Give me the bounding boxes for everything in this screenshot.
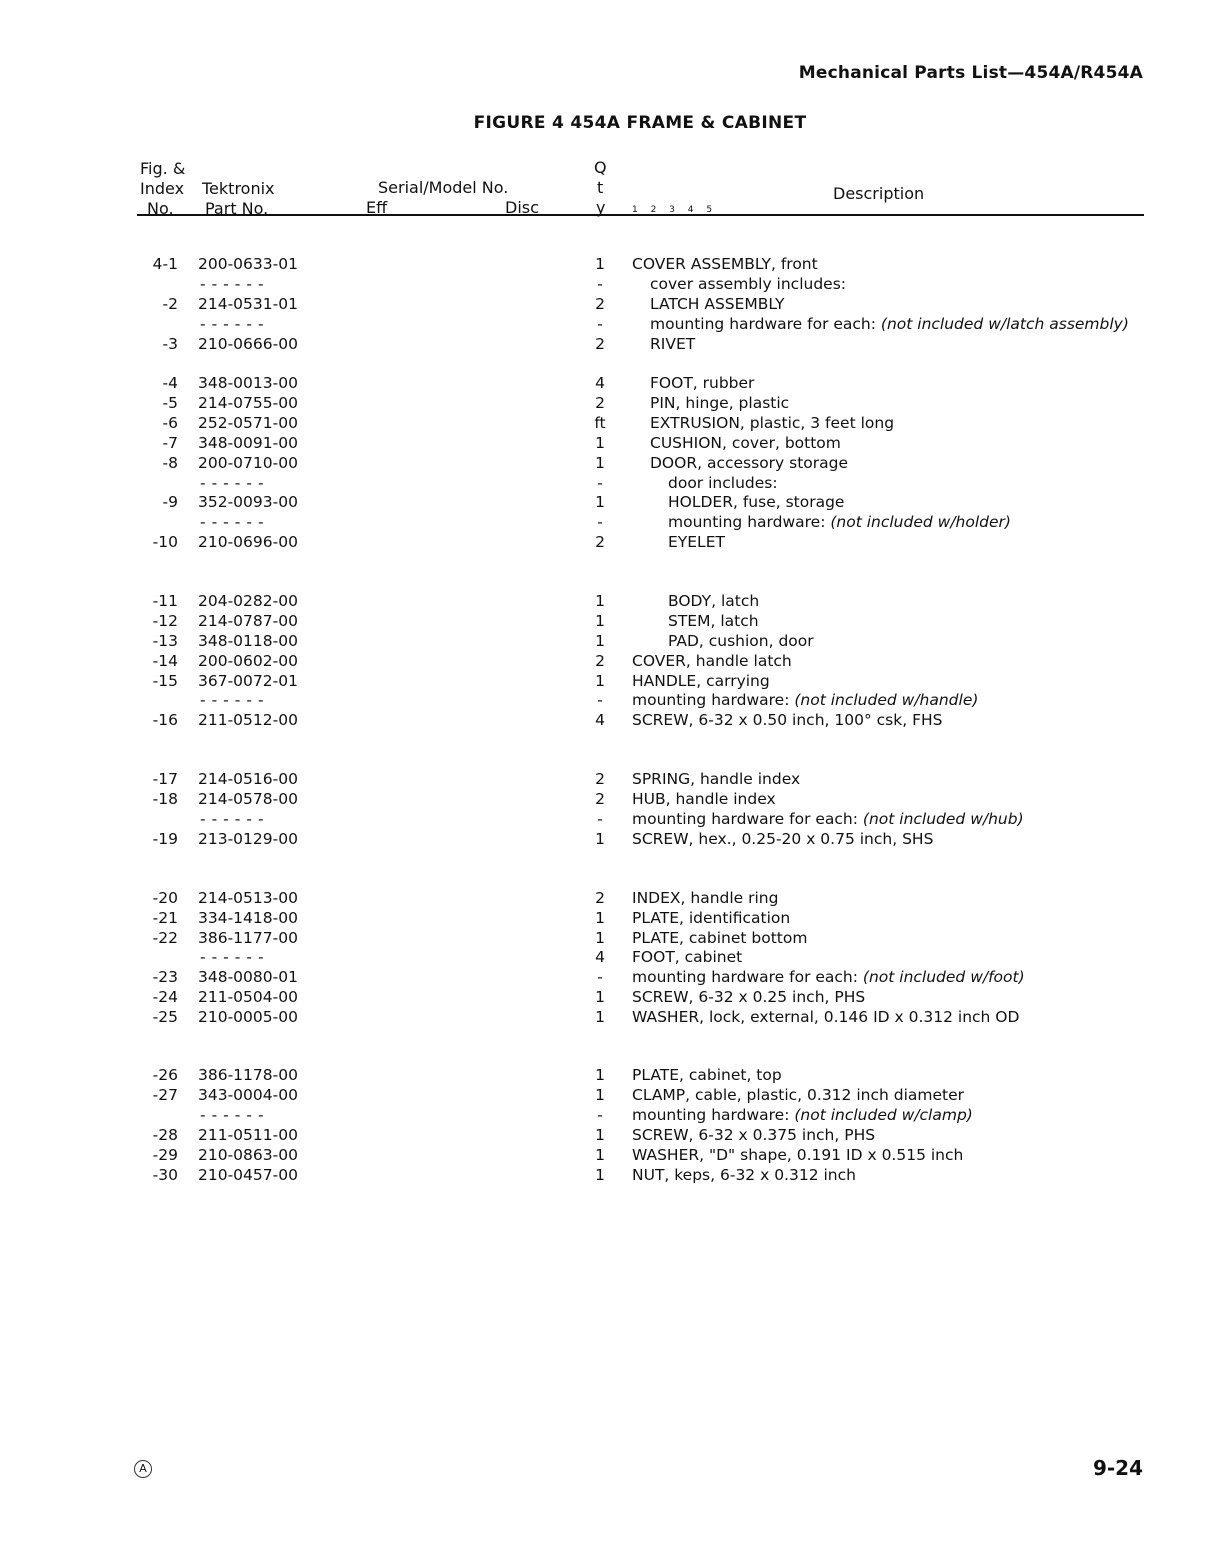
- col-indent-levels: 1 2 3 4 5: [632, 205, 718, 215]
- part-number: 386-1178-00: [198, 1066, 298, 1084]
- part-number: 214-0578-00: [198, 790, 298, 808]
- index-number: -28: [152, 1126, 178, 1144]
- col-serial: Serial/Model No.: [378, 178, 509, 197]
- table-row: [0, 334, 1220, 354]
- description: [632, 947, 742, 967]
- part-number: 200-0602-00: [198, 652, 298, 670]
- description-text: SCREW, 6-32 x 0.25 inch, PHS: [632, 988, 866, 1006]
- description-text: DOOR, accessory storage: [650, 454, 849, 472]
- description-text: PLATE, cabinet bottom: [632, 929, 808, 947]
- part-number: 352-0093-00: [198, 493, 298, 511]
- col-fig-line3: No.: [147, 199, 174, 218]
- index-number: -15: [152, 672, 178, 690]
- description: [632, 690, 978, 710]
- table-row: [0, 987, 1220, 1007]
- table-row: [0, 254, 1220, 274]
- table-row: [0, 1145, 1220, 1165]
- table-row: [0, 1165, 1220, 1185]
- table-row: [0, 373, 1220, 393]
- quantity: 1: [595, 830, 605, 848]
- description-text: PAD, cushion, door: [668, 632, 814, 650]
- part-number: 204-0282-00: [198, 592, 298, 610]
- table-row: [0, 393, 1220, 413]
- table-row: [0, 314, 1220, 334]
- table-row: [0, 967, 1220, 987]
- quantity: 2: [595, 770, 605, 788]
- description-text: FOOT, rubber: [650, 374, 755, 392]
- part-number: 367-0072-01: [198, 672, 298, 690]
- quantity: 2: [595, 295, 605, 313]
- description: [650, 413, 894, 433]
- index-number: -2: [162, 295, 178, 313]
- quantity: -: [597, 691, 603, 709]
- index-number: -10: [152, 533, 178, 551]
- running-head: Mechanical Parts List—454A/R454A: [798, 63, 1143, 83]
- description: [650, 314, 1129, 334]
- description-text: EYELET: [668, 533, 725, 551]
- part-number: 348-0118-00: [198, 632, 298, 650]
- quantity: 2: [595, 394, 605, 412]
- quantity: 1: [595, 1166, 605, 1184]
- page-number: 9-24: [1092, 1456, 1143, 1480]
- table-row: [0, 453, 1220, 473]
- description-text: mounting hardware for each:: [650, 315, 881, 333]
- description: [632, 908, 790, 928]
- table-row: [0, 433, 1220, 453]
- table-row: [0, 710, 1220, 730]
- description: [632, 710, 942, 730]
- table-row: [0, 1125, 1220, 1145]
- col-disc: Disc: [505, 198, 539, 217]
- revision-mark: A: [134, 1460, 152, 1478]
- index-number: -30: [152, 1166, 178, 1184]
- description-text: CUSHION, cover, bottom: [650, 434, 841, 452]
- description: [632, 809, 1024, 829]
- description-text: HOLDER, fuse, storage: [668, 493, 845, 511]
- part-number: 386-1177-00: [198, 929, 298, 947]
- index-number: -16: [152, 711, 178, 729]
- part-number: ------: [200, 948, 270, 966]
- table-row: [0, 789, 1220, 809]
- part-number: ------: [200, 810, 270, 828]
- description-text: WASHER, "D" shape, 0.191 ID x 0.515 inch: [632, 1146, 964, 1164]
- description-note: (not included w/holder): [830, 513, 1011, 531]
- col-description: Description: [833, 184, 925, 203]
- description: [632, 888, 778, 908]
- quantity: 4: [595, 374, 605, 392]
- part-number: 210-0005-00: [198, 1008, 298, 1026]
- quantity: 1: [595, 1066, 605, 1084]
- description-text: PLATE, identification: [632, 909, 791, 927]
- description-text: NUT, keps, 6-32 x 0.312 inch: [632, 1166, 856, 1184]
- quantity: 1: [595, 672, 605, 690]
- description-text: mounting hardware:: [632, 1106, 795, 1124]
- table-row: [0, 512, 1220, 532]
- part-number: ------: [200, 275, 270, 293]
- description-text: STEM, latch: [668, 612, 759, 630]
- index-number: -19: [152, 830, 178, 848]
- description: [632, 1085, 964, 1105]
- part-number: 348-0080-01: [198, 968, 298, 986]
- table-row: [0, 473, 1220, 493]
- table-row: [0, 1105, 1220, 1125]
- col-fig-line2: Index: [140, 179, 185, 198]
- quantity: 1: [595, 632, 605, 650]
- description: [650, 334, 695, 354]
- description-text: SCREW, 6-32 x 0.375 inch, PHS: [632, 1126, 876, 1144]
- index-number: -14: [152, 652, 178, 670]
- description: [632, 1165, 856, 1185]
- index-number: -22: [152, 929, 178, 947]
- description-text: LATCH ASSEMBLY: [650, 295, 785, 313]
- table-row: [0, 532, 1220, 552]
- part-number: 200-0633-01: [198, 255, 298, 273]
- description-text: SCREW, 6-32 x 0.50 inch, 100° csk, FHS: [632, 711, 943, 729]
- quantity: 2: [595, 533, 605, 551]
- quantity: 1: [595, 929, 605, 947]
- index-number: -20: [152, 889, 178, 907]
- part-number: 214-0513-00: [198, 889, 298, 907]
- quantity: 1: [595, 592, 605, 610]
- description: [650, 393, 789, 413]
- quantity: -: [597, 810, 603, 828]
- quantity: 1: [595, 454, 605, 472]
- index-number: -26: [152, 1066, 178, 1084]
- description-text: cover assembly includes:: [650, 275, 846, 293]
- description-text: WASHER, lock, external, 0.146 ID x 0.312 inch OD: [632, 1008, 1020, 1026]
- table-row: [0, 1007, 1220, 1027]
- table-row: [0, 274, 1220, 294]
- description: [668, 591, 759, 611]
- quantity: 2: [595, 335, 605, 353]
- table-row: [0, 690, 1220, 710]
- index-number: -11: [152, 592, 178, 610]
- index-number: -13: [152, 632, 178, 650]
- quantity: 4: [595, 948, 605, 966]
- part-number: ------: [200, 474, 270, 492]
- part-number: 334-1418-00: [198, 909, 298, 927]
- description-text: SPRING, handle index: [632, 770, 801, 788]
- col-eff: Eff: [366, 198, 388, 217]
- quantity: -: [597, 968, 603, 986]
- table-row: [0, 809, 1220, 829]
- description-text: CLAMP, cable, plastic, 0.312 inch diameter: [632, 1086, 964, 1104]
- description: [632, 928, 807, 948]
- description-text: PLATE, cabinet, top: [632, 1066, 782, 1084]
- quantity: 2: [595, 652, 605, 670]
- table-row: [0, 492, 1220, 512]
- description-text: BODY, latch: [668, 592, 760, 610]
- part-number: 211-0511-00: [198, 1126, 298, 1144]
- description: [650, 294, 784, 314]
- part-number: 211-0504-00: [198, 988, 298, 1006]
- part-number: 210-0666-00: [198, 335, 298, 353]
- description: [632, 1007, 1019, 1027]
- description-note: (not included w/handle): [794, 691, 979, 709]
- description-note: (not included w/clamp): [794, 1106, 973, 1124]
- index-number: -8: [162, 454, 178, 472]
- quantity: 1: [595, 434, 605, 452]
- description: [668, 492, 844, 512]
- table-row: [0, 631, 1220, 651]
- index-number: -7: [162, 434, 178, 452]
- part-number: 210-0457-00: [198, 1166, 298, 1184]
- table-row: [0, 947, 1220, 967]
- description: [632, 829, 933, 849]
- part-number: 213-0129-00: [198, 830, 298, 848]
- table-row: [0, 769, 1220, 789]
- description-note: (not included w/latch assembly): [880, 315, 1129, 333]
- description: [650, 274, 846, 294]
- part-number: 210-0863-00: [198, 1146, 298, 1164]
- index-number: -17: [152, 770, 178, 788]
- index-number: -27: [152, 1086, 178, 1104]
- description: [668, 512, 1011, 532]
- description-text: mounting hardware:: [668, 513, 831, 531]
- index-number: -12: [152, 612, 178, 630]
- description-text: HUB, handle index: [632, 790, 776, 808]
- part-number: 211-0512-00: [198, 711, 298, 729]
- description: [650, 453, 848, 473]
- description: [632, 967, 1025, 987]
- description: [632, 987, 865, 1007]
- description-text: EXTRUSION, plastic, 3 feet long: [650, 414, 895, 432]
- table-row: [0, 611, 1220, 631]
- col-fig-line1: Fig. &: [140, 159, 186, 178]
- table-row: [0, 1065, 1220, 1085]
- part-number: ------: [200, 1106, 270, 1124]
- quantity: -: [597, 1106, 603, 1124]
- quantity: -: [597, 474, 603, 492]
- part-number: 348-0013-00: [198, 374, 298, 392]
- index-number: -18: [152, 790, 178, 808]
- col-qty-line2: t: [597, 178, 604, 197]
- index-number: -9: [162, 493, 178, 511]
- description-note: (not included w/hub): [862, 810, 1024, 828]
- table-row: [0, 591, 1220, 611]
- part-number: 214-0755-00: [198, 394, 298, 412]
- quantity: -: [597, 513, 603, 531]
- description-text: INDEX, handle ring: [632, 889, 779, 907]
- index-number: -4: [162, 374, 178, 392]
- quantity: 2: [595, 790, 605, 808]
- part-number: ------: [200, 513, 270, 531]
- quantity: 1: [595, 1086, 605, 1104]
- description-note: (not included w/foot): [862, 968, 1025, 986]
- col-part-line2: Part No.: [205, 199, 269, 218]
- part-number: 214-0531-01: [198, 295, 298, 313]
- description-text: COVER, handle latch: [632, 652, 792, 670]
- description: [632, 789, 776, 809]
- table-row: [0, 294, 1220, 314]
- description: [632, 651, 792, 671]
- description: [668, 631, 814, 651]
- col-qty-line1: Q: [594, 158, 607, 177]
- description-text: HANDLE, carrying: [632, 672, 770, 690]
- description: [650, 433, 841, 453]
- description: [632, 1105, 973, 1125]
- quantity: -: [597, 315, 603, 333]
- quantity: -: [597, 275, 603, 293]
- description-text: RIVET: [650, 335, 696, 353]
- description-text: COVER ASSEMBLY, front: [632, 255, 818, 273]
- quantity: 2: [595, 889, 605, 907]
- index-number: -3: [162, 335, 178, 353]
- index-number: 4-1: [152, 255, 178, 273]
- description: [668, 611, 759, 631]
- table-row: [0, 413, 1220, 433]
- table-row: [0, 651, 1220, 671]
- description: [632, 254, 818, 274]
- part-number: ------: [200, 315, 270, 333]
- index-number: -6: [162, 414, 178, 432]
- description: [668, 473, 778, 493]
- table-row: [0, 671, 1220, 691]
- description-text: mounting hardware:: [632, 691, 795, 709]
- index-number: -21: [152, 909, 178, 927]
- quantity: 1: [595, 255, 605, 273]
- part-number: 200-0710-00: [198, 454, 298, 472]
- part-number: 210-0696-00: [198, 533, 298, 551]
- col-qty-line3: y: [596, 198, 606, 217]
- table-row: [0, 1085, 1220, 1105]
- description-text: FOOT, cabinet: [632, 948, 743, 966]
- index-number: -23: [152, 968, 178, 986]
- description: [632, 769, 800, 789]
- index-number: -29: [152, 1146, 178, 1164]
- quantity: 1: [595, 1008, 605, 1026]
- quantity: 1: [595, 1126, 605, 1144]
- index-number: -24: [152, 988, 178, 1006]
- description-text: SCREW, hex., 0.25-20 x 0.75 inch, SHS: [632, 830, 934, 848]
- quantity: 1: [595, 1146, 605, 1164]
- index-number: -25: [152, 1008, 178, 1026]
- part-number: 348-0091-00: [198, 434, 298, 452]
- quantity: 1: [595, 493, 605, 511]
- description-text: mounting hardware for each:: [632, 810, 863, 828]
- table-row: [0, 908, 1220, 928]
- quantity: 1: [595, 988, 605, 1006]
- figure-title: FIGURE 4 454A FRAME & CABINET: [473, 113, 807, 133]
- part-number: 214-0787-00: [198, 612, 298, 630]
- description: [632, 1125, 875, 1145]
- description: [632, 1145, 963, 1165]
- part-number: ------: [200, 691, 270, 709]
- part-number: 252-0571-00: [198, 414, 298, 432]
- description: [668, 532, 725, 552]
- index-number: -5: [162, 394, 178, 412]
- part-number: 214-0516-00: [198, 770, 298, 788]
- description: [650, 373, 754, 393]
- table-row: [0, 829, 1220, 849]
- description-text: PIN, hinge, plastic: [650, 394, 790, 412]
- col-part-line1: Tektronix: [202, 179, 275, 198]
- description-text: mounting hardware for each:: [632, 968, 863, 986]
- quantity: 1: [595, 909, 605, 927]
- quantity: ft: [594, 414, 606, 432]
- quantity: 1: [595, 612, 605, 630]
- description: [632, 671, 770, 691]
- description: [632, 1065, 782, 1085]
- part-number: 343-0004-00: [198, 1086, 298, 1104]
- quantity: 4: [595, 711, 605, 729]
- table-row: [0, 888, 1220, 908]
- description-text: door includes:: [668, 474, 778, 492]
- table-row: [0, 928, 1220, 948]
